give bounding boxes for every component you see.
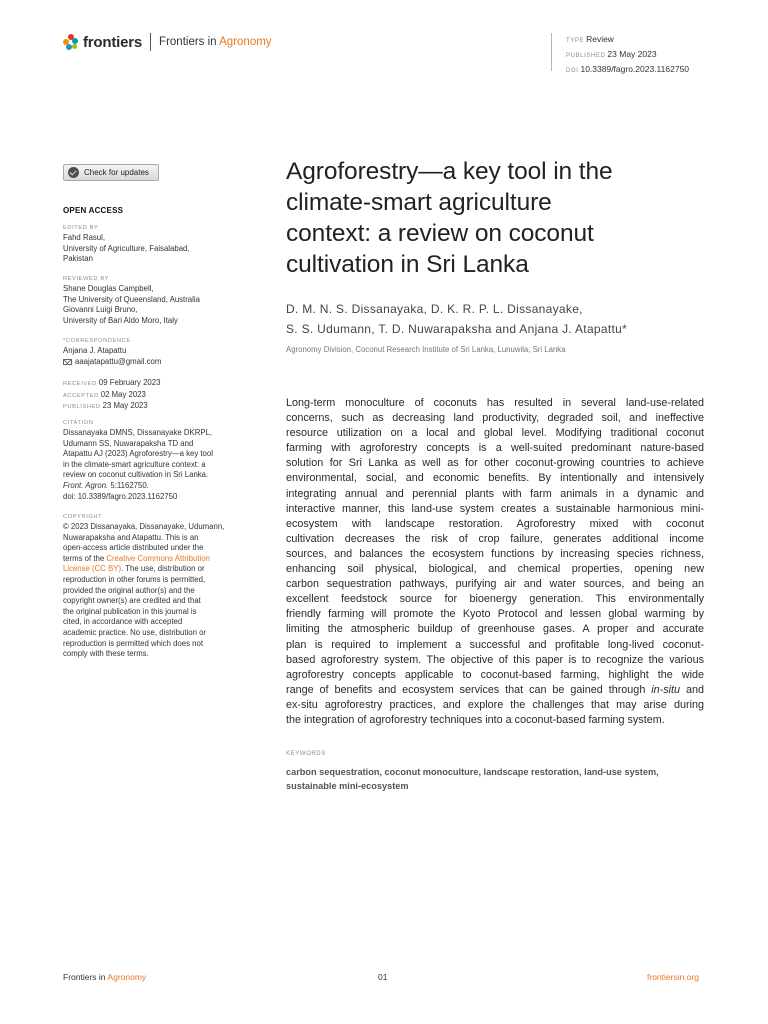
- citation-section: CITATION Dissanayaka DMNS, Dissanayake DKRPL, Udumann SS, Nuwarapaksha TD and Atapattu AJ (2023) Agroforestry—a key tool in the climate-smart agriculture context: a review on coconut cultivation in Sri Lanka. Front. Agron. 5:1162750. doi: 10.3389/fagro.2023.1162750: [63, 420, 213, 501]
- accepted-date: ACCEPTED 02 May 2023: [63, 389, 146, 399]
- check-for-updates-button[interactable]: Check for updates: [63, 164, 159, 181]
- article-title: Agroforestry—a key tool in the climate-smart agriculture context: a review on coconut cultivation in Sri Lanka: [286, 158, 613, 278]
- article-type: TYPE Review: [566, 34, 614, 44]
- cc-license-link[interactable]: Creative Commons Attribution: [106, 553, 210, 563]
- open-access-label: OPEN ACCESS: [63, 206, 124, 215]
- copyright-section: COPYRIGHT © 2023 Dissanayaka, Dissanayake, Udumann, Nuwarapaksha and Atapattu. This is an open-access article distributed under the terms of the Creative Commons Attribution License (CC BY). The use, distribution or reproduction in other forums is permitted, provided the original author(s) and the copyright owner(s) are credited and that the original publication in this journal is cited, in accordance with accepted academic practice. No use, distribution or reproduction is permitted which does not comply with these terms.: [63, 514, 225, 659]
- envelope-icon: [63, 359, 72, 365]
- author-affiliation: Agronomy Division, Coconut Research Institute of Sri Lanka, Lunuwila, Sri Lanka: [286, 345, 566, 354]
- correspondence-section: *CORRESPONDENCE Anjana J. Atapattu aaajatapattu@gmail.com: [63, 337, 245, 367]
- footer-journal: Frontiers in Agronomy: [63, 972, 147, 982]
- keywords: carbon sequestration, coconut monoculture, landscape restoration, land-use system, sustainable mini-ecosystem: [286, 767, 659, 791]
- check-updates-icon: [68, 167, 79, 178]
- journal-name: Frontiers in Agronomy: [159, 36, 272, 48]
- edited-by-section: EDITED BY Fahd Rasul, University of Agriculture, Faisalabad, Pakistan: [63, 225, 190, 264]
- article-meta: [551, 33, 690, 74]
- page-number: 01: [378, 972, 388, 982]
- keywords-label: KEYWORDS: [286, 751, 326, 757]
- published-date: PUBLISHED 23 May 2023: [63, 401, 148, 411]
- abstract: Long-term monoculture of coconuts has resulted in several land-use-related concerns, such as decreasing land productivity, degraded soil, and ineffective resource utilization on a local and global level. Modifying traditional coconut farming with agroforestry concepts is a well-suited predominant nature-based solution for Sri Lanka as well as for other coconut-growing countries to achieve environmental, social, and economic benefits. By intentionally and intensively integrating annual and perennial plants with farm animals in a dynamic and interactive manner, this land-use system creates a sustainable harmonious mini- ecosystem with landscape restoration. Agroforestry mixed with coconut cultivation decreases the risk of crop failure, generates additional income sources, and balances the ecosystem functions by increasing species richness, enhancing soil physical, biological, and chemical properties, opening new carbon sequestration pathways, purifying air and water sources, and being an excellent feedstock source for bioenergy generation. This environmentally friendly farming will promote the Kyoto Protocol and lessen global warming by limiting the atmospheric buildup of greenhouse gases. A proper and accurate plan is required to implement a successful and profitable long-lived coconut- based agroforestry system. The objective of this paper is to recognize the various agroforestry concepts applicable to coconut-based farming, highlight the wide range of benefits and ecosystem services that can be gained through in-situ and ex-situ agroforestry practices, and explore the challenges that may arise during the integration of agroforestry techniques into a coconut-based farming system.: [286, 397, 704, 726]
- article-published: PUBLISHED 23 May 2023: [566, 49, 657, 59]
- brand-name: frontiers: [83, 33, 143, 51]
- correspondence-name: Anjana J. Atapattu: [63, 346, 127, 355]
- frontiers-logo-icon: [63, 34, 79, 50]
- journal-header: [63, 33, 272, 51]
- article-authors: D. M. N. S. Dissanayaka, D. K. R. P. L. Dissanayake, S. S. Udumann, T. D. Nuwarapaksha and Anjana J. Atapattu*: [286, 302, 628, 336]
- article-doi: DOI 10.3389/fagro.2023.1162750: [566, 64, 690, 74]
- correspondence-email[interactable]: aaajatapattu@gmail.com: [63, 357, 245, 368]
- footer-site-link[interactable]: frontiersin.org: [647, 972, 699, 982]
- received-date: RECEIVED 09 February 2023: [63, 378, 161, 387]
- cc-license-link-2[interactable]: License (CC BY): [63, 564, 122, 574]
- header-divider: [150, 33, 151, 51]
- dates-section: [63, 378, 245, 413]
- reviewed-by-section: REVIEWED BY Shane Douglas Campbell, The University of Queensland, Australia Giovanni Luigi Bruno, University of Bari Aldo Moro, Italy: [63, 276, 200, 325]
